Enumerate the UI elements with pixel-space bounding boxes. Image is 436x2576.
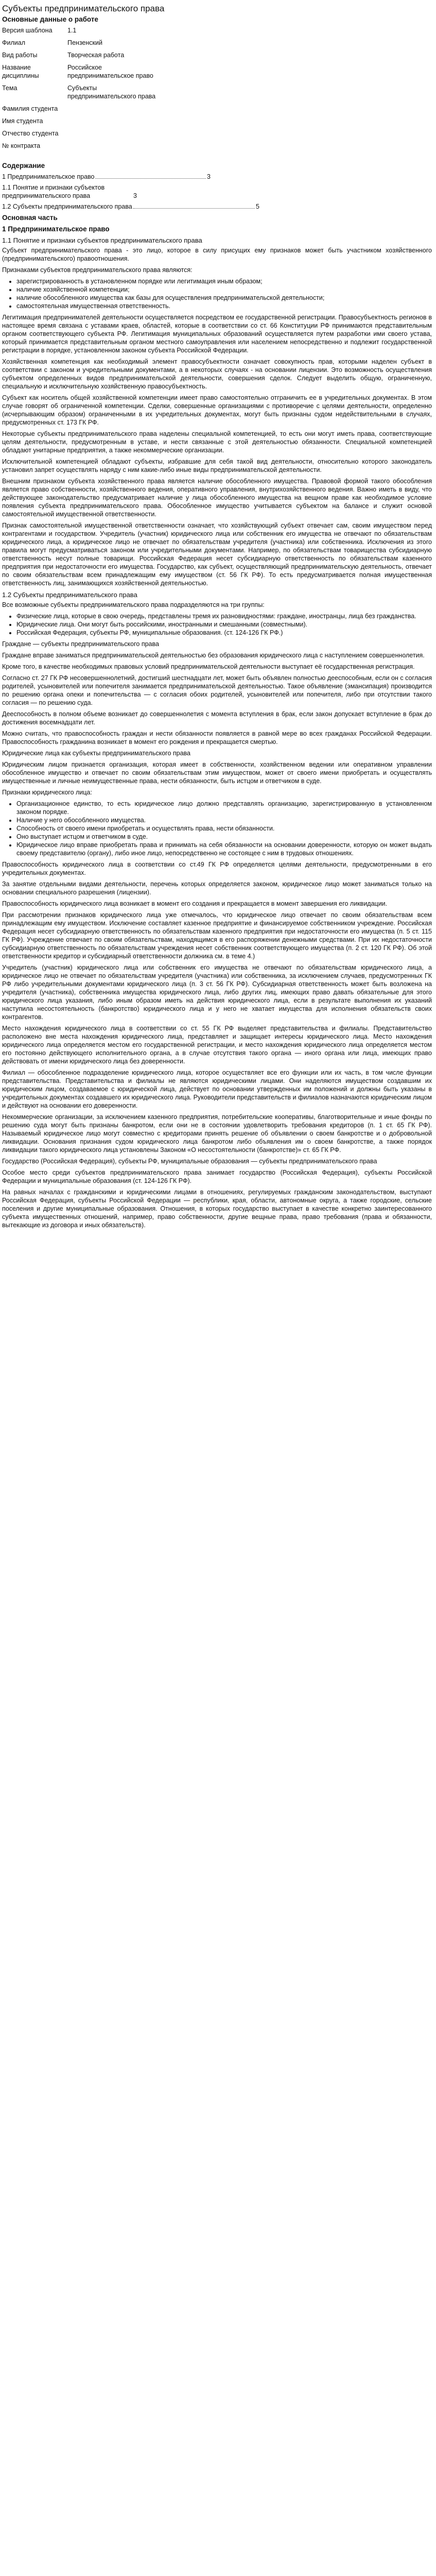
meta-value: Субъекты предпринимательского права — [67, 84, 156, 100]
toc-heading: Содержание — [2, 162, 45, 170]
subheading: Юридические лица как субъекты предпринимательского права — [2, 750, 190, 757]
toc-entry-page: 3 — [207, 173, 211, 180]
meta-row — [2, 117, 167, 129]
paragraph: Граждане вправе заниматься предпринимательской деятельностью без образования юридического лица с наступлением совершеннолетия. — [2, 652, 425, 659]
list-item: • Организационное единство, то есть юридическое лицо должно представлять организацию, зарегистрированную в установленном законом порядке. — [16, 800, 432, 816]
features-list — [2, 277, 432, 310]
paragraph: Субъект как носитель общей хозяйственной компетенции имеет право самостоятельно отграничить ее в учредительных документах. В этом случае говорят об ограниченной компетенции. Сделки, совершенные организациями с противоречие с целями деятельности, определенно (исчерпывающим образом) ограниченными в их учредительных документах, могут быть признаны судом недействительными в случаях, предусмотренных ст. 173 ГК РФ. — [2, 394, 432, 426]
subheading: Граждане — субъекты предпринимательского права — [2, 640, 159, 648]
list-item: • Физические лица, которые в свою очередь, представлены тремя их разновидностями: граждане, иностранцы, лица без гражданства. — [16, 612, 432, 620]
paragraph: Внешним признаком субъекта хозяйственного права является наличие обособленного имущества. Правовой формой такого обособления является право собственности, хозяйственного ведения, оперативного управления, внутрихозяйственного ведения. Важно иметь в виду, что действующее законодательство предусматривает наличие у лица обособленного имущества на вещном праве как необходимое условие появления субъекта предпринимательского права. Обособленное имущество учитывается субъектом на балансе и служит основой самостоятельной имущественной ответственности. — [2, 478, 432, 518]
meta-row — [2, 142, 167, 154]
paragraph: Учредитель (участник) юридического лица или собственник его имущества не отвечают по обязательствам юридического лица, а юридическое лицо не отвечает по обязательствам учредителя (участника) или собственника, за исключением случаев, предусмотренных ГК РФ либо учредительными документами юридического лица (п. 3 ст. 56 ГК РФ). Субсидиарная ответственность может быть возложена на учредителя (участника), собственника имущества юридического лица, либо других лиц, имеющих право давать обязательные для этого юридического лица указания, либо иным образом иметь на действия юридического лица, если в результате выполнения их указаний наступила несостоятельность (банкротство) юридического лица и у него не хватает имущества для исполнения обязательств своих контрагентов. — [2, 964, 432, 1021]
paragraph: Признаки юридического лица: — [2, 789, 92, 796]
meta-key: № контракта — [2, 142, 41, 149]
paragraph: Согласно ст. 27 ГК РФ несовершеннолетний, достигший шестнадцати лет, может быть объявлен полностью дееспособным, если он с согласия родителей, усыновителей или попечителя занимается предпринимательской деятельностью. Такое объявление (эмансипация) производится по решению органа опеки и попечительства — с согласия обоих родителей, усыновителей или попечителя, либо при отсутствии такого согласия — по решению суда. — [2, 674, 432, 706]
meta-value: Пензенский — [67, 39, 102, 46]
section-1-2-heading: 1.2 Субъекты предпринимательского права — [2, 591, 137, 599]
paragraph: За занятие отдельными видами деятельности, перечень которых определяется законом, юридическое лицо может заниматься только на основании специального разрешения (лицензии). — [2, 880, 432, 896]
meta-row — [2, 26, 167, 39]
legal-entity-features-list — [2, 800, 432, 857]
list-item: • Российская Федерация, субъекты РФ, муниципальные образования. (ст. 124-126 ГК РФ.) — [16, 629, 432, 637]
subjects-groups-list — [2, 612, 432, 637]
meta-row — [2, 63, 167, 84]
paragraph: Дееспособность в полном объеме возникает до совершеннолетия с момента вступления в брак, если закон допускает вступление в брак до достижения восемнадцати лет. — [2, 710, 432, 726]
paragraph: Некоммерческие организации, за исключением казенного предприятия, потребительские кооперативы, благотворительные и иные фонды по решению суда могут быть признаны банкротом, если они не в состоянии удовлетворить требования кредиторов (п. 1 ст. 65 ГК РФ). Называемый юридическое лицо могут совместно с кредиторами принять решение об объявлении о своем банкротстве и о добровольной ликвидации. Основания признания судом юридического лица банкротом либо объявления им о своем банкротстве, а также порядок ликвидации такого юридического лица установлены Законом «О несостоятельности (банкротстве)» ст. 65 ГК РФ. — [2, 1113, 432, 1154]
paragraph: Филиал — обособленное подразделение юридического лица, которое осуществляет все его функции или их часть, в том числе функции представительства. Представительства и филиалы не являются юридическими лицами. Они наделяются имуществом создавшим их юридическим лицом, создаваемое с юридической лица, действует по основании утвержденных им положений и должны быть указаны в учредительных документах создавшего их юридического лица. Руководители представительств и филиалов назначаются юридическим лицом и действуют на основании его доверенности. — [2, 1069, 432, 1109]
toc-dots — [95, 178, 206, 179]
paragraph: Исключительной компетенцией обладают субъекты, избравшие для себя такой вид деятельности, относительно которого законодатель установил запрет осуществлять наряду с ним какие-либо иные виды предпринимательской деятельности. — [2, 458, 432, 473]
paragraph: На равных началах с гражданскими и юридическими лицами в отношениях, регулируемых гражданским законодательством, выступают Российская Федерация, субъекты Российской Федерации — республики, края, области, автономные округа, а также городские, сельские поселения и другие муниципальные образования. Отношения, в которых государство выступает в качестве конкретно заинтересованного субъекта имущественных отношений, например, право собственности, другие вещные права, право требования (права и обязанности, вытекающие из договора и иных обязательств). — [2, 1189, 432, 1229]
meta-key: Версия шаблона — [2, 27, 53, 34]
meta-key: Фамилия студента — [2, 105, 58, 112]
paragraph: Субъект предпринимательского права - это лицо, которое в силу присущих ему признаков может быть участником хозяйственного (предпринимательского) правоотношения. — [2, 247, 432, 262]
meta-value: Творческая работа — [67, 52, 125, 59]
paragraph: Кроме того, в качестве необходимых правовых условий предпринимательской деятельности выступает её государственная регистрация. — [2, 663, 415, 670]
paragraph: Можно считать, что правоспособность граждан и нести обязанности появляется в равной мере во всех гражданах Российской Федерации. Правоспособность гражданина возникает в момент его рождения и прекращается смертью. — [2, 730, 432, 745]
toc-entry-page: 3 — [133, 192, 137, 199]
paragraph: Признаками субъектов предпринимательского права являются: — [2, 266, 193, 274]
subheading: Государство (Российская Федерация), субъекты РФ, муниципальные образования — субъекты предпринимательского права — [2, 1158, 377, 1165]
section-1-1-heading: 1.1 Понятие и признаки субъектов предпринимательского права — [2, 236, 202, 244]
list-item: • самостоятельная имущественная ответственность. — [16, 302, 432, 310]
toc-entry-page: 5 — [256, 203, 259, 210]
paragraph: Все возможные субъекты предпринимательского права подразделяются на три группы: — [2, 601, 265, 608]
meta-value — [67, 142, 167, 154]
toc-entry[interactable] — [2, 183, 137, 200]
toc-entry-title: 1.1 Понятие и признаки субъектов предпринимательского права — [2, 184, 105, 199]
meta-key: Название дисциплины — [2, 64, 39, 79]
list-item: • Наличие у него обособленного имущества. — [16, 816, 432, 824]
paragraph: Юридическим лицом признается организация, которая имеет в собственности, хозяйственном ведении или оперативном управлении обособленное имущество и отвечает по своим обязательствам этим имуществом, может от своего имени приобретать и осуществлять имущественные и личные неимущественные права, нести обязанности, быть истцом и ответчиком в суде. — [2, 761, 432, 785]
meta-heading: Основные данные о работе — [2, 15, 98, 23]
meta-key: Имя студента — [2, 117, 43, 125]
list-item: • Способность от своего имени приобретать и осуществлять права, нести обязанности. — [16, 824, 432, 833]
list-item: • наличие хозяйственной компетенции; — [16, 285, 432, 294]
toc-entry-title: 1.2 Субъекты предпринимательского права — [2, 203, 132, 210]
list-item: • Оно выступает истцом и ответчиком в суде. — [16, 833, 432, 841]
meta-row — [2, 129, 167, 142]
toc-dots — [133, 208, 255, 209]
toc-entry-title: 1 Предпринимательское право — [2, 173, 95, 180]
meta-value — [67, 117, 167, 129]
list-item: • наличие обособленного имущества как базы для осуществления предпринимательской деятельности; — [16, 294, 432, 302]
paragraph: Хозяйственная компетенция как необходимый элемент правосубъектности означает совокупность прав, которыми наделен субъект в соответствии с законом и учредительными документами, а в некоторых случаях - на основании лицензии. Это возможность осуществления субъектом определенных видов предпринимательской деятельности, совершения сделок. Следует выделить общую, ограниченную, специальную и исключительную хозяйственную правосубъектность. — [2, 358, 432, 390]
paragraph: Признак самостоятельной имущественной ответственности означает, что хозяйствующий субъект отвечает сам, своим имуществом перед контрагентами и государством. Учредитель (участник) юридического лица или собственник его имущества не отвечают по обязательствам юридического лица, а юридическое лицо не отвечает по обязательствам учредителя (участника) или собственника. Исключения из этого правила могут предусматриваться законом или учредительными документами. Например, по обязательствам товарищества субсидиарную ответственность несут полные товарищи. Российская Федерация несет субсидиарную ответственность по обязательствам казенного предприятия при недостаточности его имущества. Государство, как субъект, осуществляющий предпринимательскую деятельность, отвечает по своим обязательствам всем принадлежащим ему имуществом (ст. 56 ГК РФ). То есть предусматривается полная имущественная ответственность лиц, занимающихся хозяйственной деятельностью. — [2, 522, 432, 587]
meta-key: Тема — [2, 84, 18, 92]
paragraph: Место нахождения юридического лица в соответствии со ст. 55 ГК РФ выделяет представительства и филиалы. Представительство расположено вне места нахождения юридического лица, представляет и защищает интересы юридического лица. Место нахождения юридического лица определяется местом его государственной регистрации, и место нахождения юридического лица определяется местом его постоянно действующего исполнительного органа, а в случае отсутствия такого органа — иного органа или лица, имеющих право действовать от имени юридического лица без доверенности. — [2, 1025, 432, 1065]
meta-key: Филиал — [2, 39, 26, 46]
paragraph: При рассмотрении признаков юридического лица уже отмечалось, что юридическое лицо отвечает по своим обязательствам всем принадлежащим ему имуществом. Исключение составляет казенное предприятие и финансируемое собственником учреждение. Российская Федерация несет субсидиарную ответственность по обязательствам казенного предприятия при недостаточности его имущества (п. 5 ст. 115 ГК РФ). Учреждение отвечает по своим обязательствам, находящимся в его распоряжении денежными средствами. При их недостаточности субсидиарную ответственность по обязательствам учреждения несет собственник соответствующего имущества (п. 2 ст. 120 ГК РФ). Об этой ответственности кредитор и субсидиарный ответственности должника см. в теме 4.) — [2, 911, 432, 960]
toc-entry[interactable] — [2, 173, 211, 181]
toc-entry[interactable] — [2, 202, 259, 211]
meta-value: Российское предпринимательское право — [67, 64, 153, 79]
paragraph: Правоспособность юридического лица возникает в момент его создания и прекращается в момент завершения его ликвидации. — [2, 900, 388, 907]
list-item: • зарегистрированность в установленном порядке или легитимация иным образом; — [16, 277, 432, 285]
meta-value: 1.1 — [67, 27, 77, 34]
meta-row — [2, 105, 167, 117]
meta-key: Отчество студента — [2, 130, 59, 137]
table-of-contents — [2, 173, 432, 211]
section-1-heading: 1 Предпринимательское право — [2, 225, 110, 233]
main-heading: Основная часть — [2, 214, 58, 222]
document-page — [0, 0, 436, 1253]
paragraph: Правоспособность юридического лица в соответствии со ст.49 ГК РФ определяется целями деятельности, предусмотренными в его учредительных документах. — [2, 861, 432, 876]
meta-table — [2, 26, 167, 154]
meta-row — [2, 39, 167, 51]
document-title: Субъекты предпринимательского права — [2, 4, 165, 13]
meta-key: Вид работы — [2, 52, 38, 59]
list-item: • Юридические лица. Они могут быть российскими, иностранными и смешанными (совместными). — [16, 620, 432, 629]
paragraph: Особое место среди субъектов предпринимательского права занимает государство (Российская Федерация), субъекты Российской Федерации и муниципальные образования (ст. 124-126 ГК РФ). — [2, 1169, 432, 1184]
paragraph: Некоторые субъекты предпринимательского права наделены специальной компетенцией, то есть они могут иметь права, соответствующие целям деятельности, предусмотренным в уставе, и нести связанные с этой деятельностью обязанности. Специальной компетенцией обладают унитарные предприятия, а также некоммерческие организации. — [2, 430, 432, 454]
meta-row — [2, 51, 167, 63]
paragraph: Легитимация предпринимателей деятельности осуществляется посредством ее государственной регистрации. Правосубъектность регионов в настоящее время связана с уставами краев, областей, которые в соответствии со ст. 66 Конституции РФ принимаются представительным органом соответствующего субъекта РФ. Легитимация муниципальных образований осуществляется путем разработки ими своего устава, который принимается представительным органом местного самоуправления или населением непосредственно и подлежит государственной регистрации в порядке, установленном законом субъекта Российской Федерации. — [2, 314, 432, 354]
meta-row — [2, 84, 167, 105]
list-item: • Юридическое лицо вправе приобретать права и принимать на себя обязанности на основании доверенности, которую он может выдать своему представителю (органу), либо иное лицо, непосредственно не состоящее с ним в трудовых отношениях. — [16, 841, 432, 857]
meta-value — [67, 129, 167, 142]
meta-value — [67, 105, 167, 117]
